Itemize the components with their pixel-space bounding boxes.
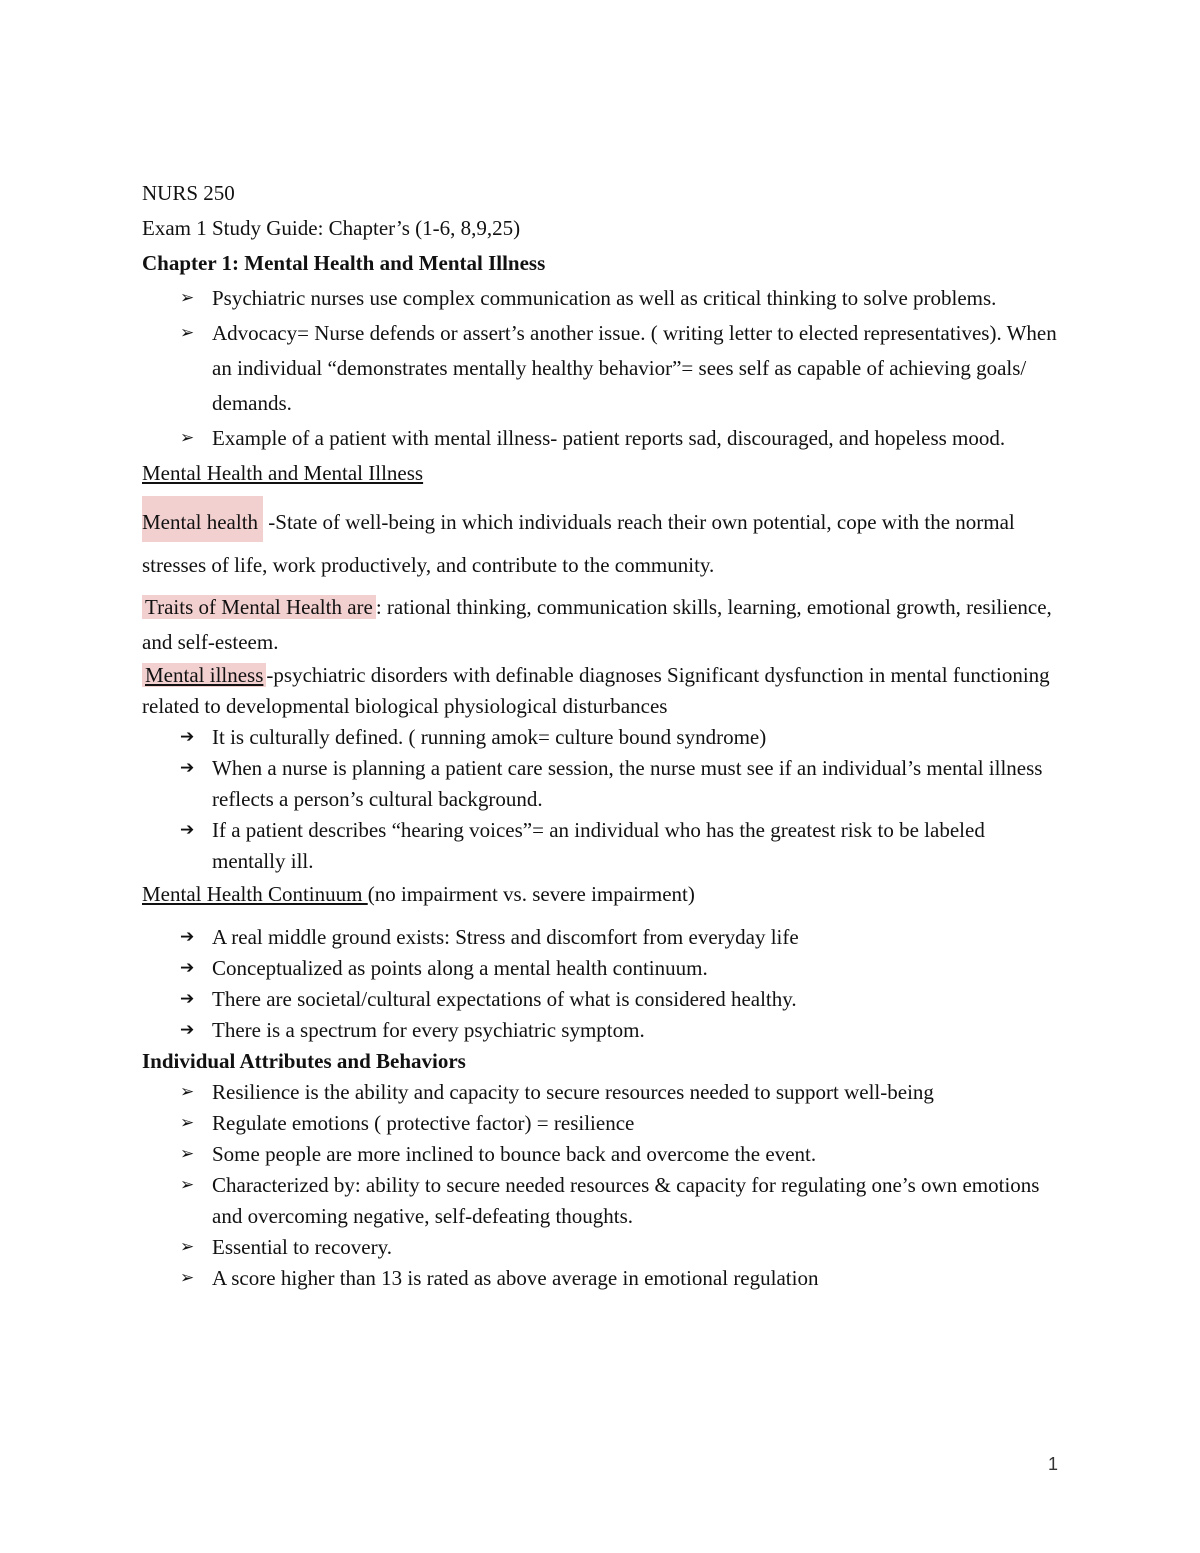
- list-item: ➔ When a nurse is planning a patient care session, the nurse must see if an individual’s mental illness reflects a person’s cultural background.: [142, 753, 1062, 815]
- mental-health-def-text: -State of well-being in which individuals reach their own potential, cope with the normal stresses of life, work productively, and contribute to the community.: [142, 510, 1015, 577]
- traits-def-text: : rational thinking, communication skills, learning, emotional growth, resilience, and self-esteem.: [142, 595, 1052, 654]
- page-number: 1: [1047, 1454, 1058, 1474]
- mental-illness-term: Mental illness: [142, 663, 266, 687]
- arrow-bullet-icon: ➔: [180, 820, 195, 840]
- arrow-bullet-icon: ➔: [180, 1020, 195, 1040]
- document-page: [142, 176, 1062, 1294]
- intro-bullet-list: [142, 281, 1062, 456]
- arrow-bullet-icon: ➔: [180, 727, 195, 747]
- arrowhead-bullet-icon: ➢: [180, 428, 195, 448]
- arrow-bullet-icon: ➔: [180, 927, 195, 947]
- list-item: ➔ It is culturally defined. ( running amok= culture bound syndrome): [142, 722, 1062, 753]
- traits-definition: [142, 590, 1062, 660]
- arrow-bullet-icon: ➔: [180, 758, 195, 778]
- study-guide-subtitle: Exam 1 Study Guide: Chapter’s (1-6, 8,9,25): [142, 216, 521, 240]
- list-item: ➔ There are societal/cultural expectations of what is considered healthy.: [142, 984, 1062, 1015]
- arrow-bullet-icon: ➔: [180, 958, 195, 978]
- arrowhead-bullet-icon: ➢: [180, 288, 195, 308]
- list-item: ➔ There is a spectrum for every psychiatric symptom.: [142, 1015, 1062, 1046]
- attributes-bullet-list: [142, 1077, 1062, 1294]
- arrowhead-bullet-icon: ➢: [180, 1082, 195, 1102]
- mental-health-definition: [142, 496, 1062, 587]
- course-title: NURS 250: [142, 181, 235, 205]
- mental-illness-definition: [142, 660, 1062, 722]
- arrowhead-bullet-icon: ➢: [180, 1113, 195, 1133]
- list-item: ➢ Essential to recovery.: [142, 1232, 1062, 1263]
- list-item: ➔ A real middle ground exists: Stress and discomfort from everyday life: [142, 922, 1062, 953]
- list-item: ➢ A score higher than 13 is rated as above average in emotional regulation: [142, 1263, 1062, 1294]
- list-item: ➔ If a patient describes “hearing voices”= an individual who has the greatest risk to be labeled mentally ill.: [142, 815, 1062, 877]
- list-item: ➢ Some people are more inclined to bounce back and overcome the event.: [142, 1139, 1062, 1170]
- attributes-heading: Individual Attributes and Behaviors: [142, 1049, 466, 1073]
- list-item: ➢ Regulate emotions ( protective factor) = resilience: [142, 1108, 1062, 1139]
- arrowhead-bullet-icon: ➢: [180, 1175, 195, 1195]
- continuum-heading-line: [142, 877, 1062, 912]
- arrow-bullet-icon: ➔: [180, 989, 195, 1009]
- list-item: ➔ Conceptualized as points along a mental health continuum.: [142, 953, 1062, 984]
- mental-illness-def-text: -psychiatric disorders with definable diagnoses Significant dysfunction in mental functioning related to developmental biological physiological disturbances: [142, 663, 1050, 718]
- arrowhead-bullet-icon: ➢: [180, 1237, 195, 1257]
- list-item: ➢ Advocacy= Nurse defends or assert’s another issue. ( writing letter to elected representatives). When an individual “demonstrates mentally healthy behavior”= sees self as capable of achieving goals/ demands.: [142, 316, 1062, 421]
- traits-term: Traits of Mental Health are: [142, 595, 376, 619]
- list-item: ➢ Example of a patient with mental illness- patient reports sad, discouraged, and hopeless mood.: [142, 421, 1062, 456]
- illness-bullet-list: [142, 722, 1062, 877]
- continuum-note: (no impairment vs. severe impairment): [367, 882, 695, 906]
- list-item: ➢ Resilience is the ability and capacity to secure resources needed to support well-being: [142, 1077, 1062, 1108]
- mental-health-term: Mental health: [142, 496, 263, 542]
- list-item: ➢ Psychiatric nurses use complex communication as well as critical thinking to solve problems.: [142, 281, 1062, 316]
- arrowhead-bullet-icon: ➢: [180, 1268, 195, 1288]
- continuum-heading: Mental Health Continuum: [142, 882, 368, 906]
- arrowhead-bullet-icon: ➢: [180, 1144, 195, 1164]
- list-item: ➢ Characterized by: ability to secure needed resources & capacity for regulating one’s own emotions and overcoming negative, self-defeating thoughts.: [142, 1170, 1062, 1232]
- mhmi-section-heading: Mental Health and Mental Illness: [142, 461, 424, 485]
- continuum-bullet-list: [142, 922, 1062, 1046]
- chapter-heading: Chapter 1: Mental Health and Mental Illness: [142, 251, 546, 275]
- arrowhead-bullet-icon: ➢: [180, 323, 195, 343]
